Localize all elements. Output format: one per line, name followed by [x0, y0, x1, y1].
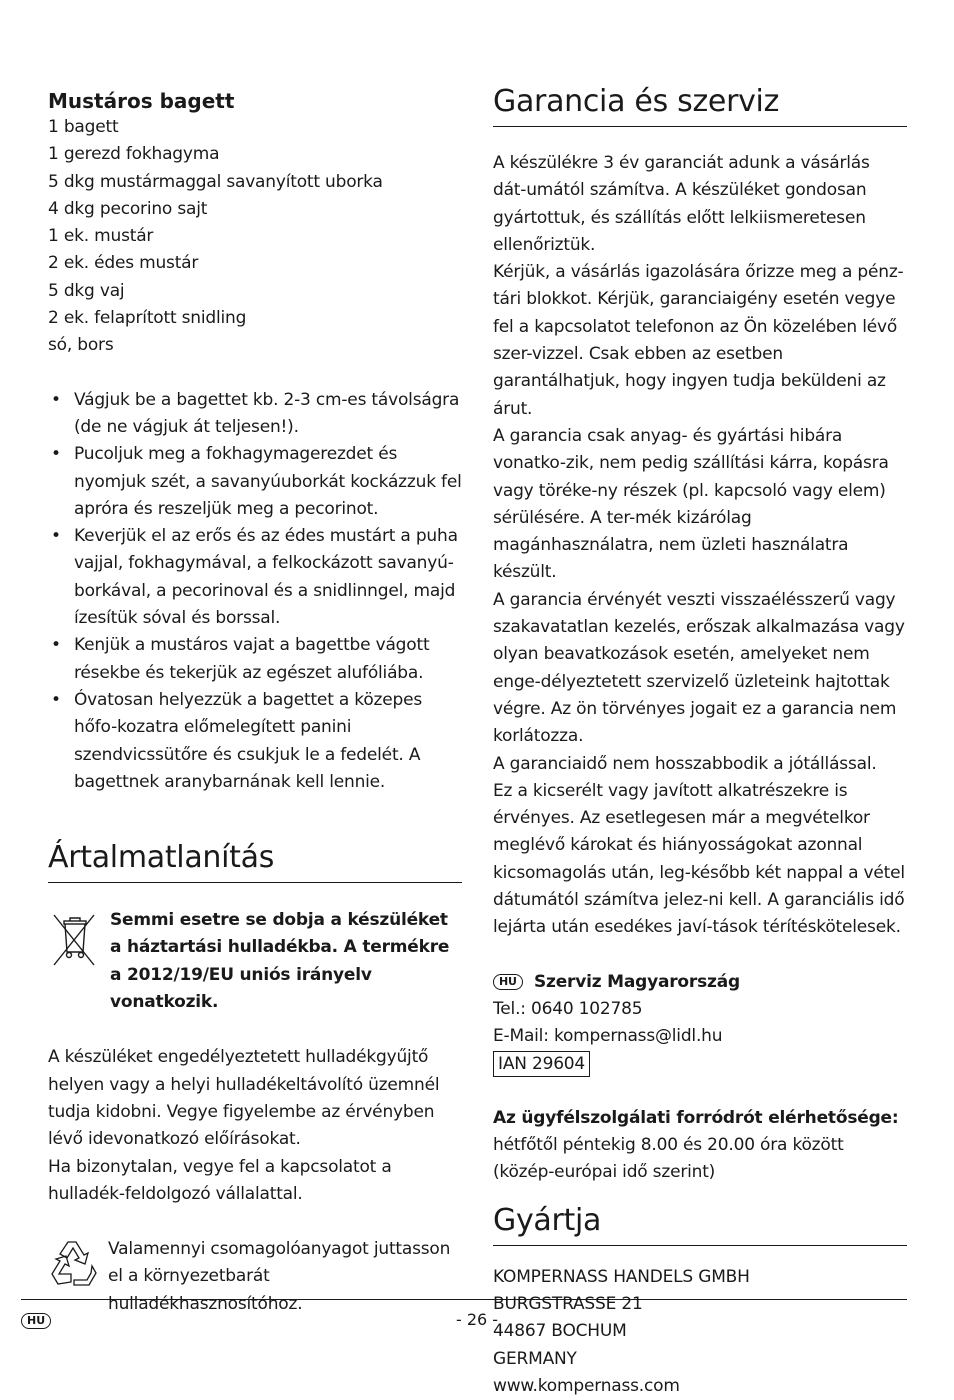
recipe-step: • Kenjük a mustáros vajat a bagettbe vágott résekbe és tekerjük az egészet alufóliába. — [48, 632, 462, 687]
service-title: Szerviz Magyarország — [533, 971, 740, 992]
manufacturer-heading: Gyártja — [493, 1202, 602, 1238]
packaging-text: Valamennyi csomagolóanyagot juttasson el a környezetbarát hulladékhasznosítóhoz. — [108, 1239, 451, 1314]
website-link: www.kompernass.com — [493, 1375, 680, 1396]
recycling-icon — [48, 1236, 102, 1290]
disposal-warning-block — [48, 907, 462, 1016]
recipe-step: • Keverjük el az erős és az édes mustárt a puha vajjal, fokhagymával, a felkockázott savanyú-borkával, a pecorinoval és a snidlinngel, majd ízesítük sóval és borssal. — [48, 523, 462, 632]
ingredient-item: 1 bagett — [48, 117, 119, 137]
country-badge: HU — [493, 974, 523, 990]
recipe-title: Mustáros bagett — [48, 89, 235, 113]
recipe-step: • Óvatosan helyezzük a bagettet a közepes hőfo-kozatra előmelegített panini szendvicssütőre és csukjuk le a fedelét. A bagettnek aranybarnának kell lennie. — [48, 687, 462, 796]
warranty-text — [493, 150, 907, 942]
ingredient-item: 1 ek. mustár — [48, 226, 154, 247]
ingredient-item: só, bors — [48, 335, 114, 356]
address-line: 44867 BOCHUM — [493, 1321, 627, 1342]
ingredient-item: 2 ek. édes mustár — [48, 253, 199, 274]
right-column — [493, 84, 907, 1400]
recipe-step: • Vágjuk be a bagettet kb. 2-3 cm-es távolságra (de ne vágjuk át teljesen!). — [48, 387, 462, 442]
ingredient-item: 1 gerezd fokhagyma — [48, 144, 220, 165]
address-line: KOMPERNASS HANDELS GMBH — [493, 1266, 750, 1287]
address-line: BURGSTRASSE 21 — [493, 1293, 643, 1314]
warranty-heading: Garancia és szerviz — [493, 84, 780, 119]
manufacturer-heading-block — [493, 1203, 907, 1246]
warranty-paragraph: Kérjük, a vásárlás igazolására őrizze meg a pénz-tári blokkot. Kérjük, garanciaigény esetén vegye fel a kapcsolatot telefonon az Ön közelében lévő szer-vizzel. Csak ebben az esetben garantálhatjuk, hogy ingyen tudja beküldeni az árut. — [493, 262, 904, 419]
service-block — [493, 969, 907, 1078]
hotline-timezone: (közép-európai idő szerint) — [493, 1162, 716, 1183]
ingredient-list — [48, 114, 462, 360]
ingredient-item: 5 dkg mustármaggal savanyított uborka — [48, 171, 383, 192]
footer-country-badge: HU — [21, 1313, 51, 1329]
ian-number: IAN 29604 — [493, 1051, 590, 1077]
service-email: E-Mail: kompernass@lidl.hu — [493, 1026, 723, 1047]
warranty-paragraph: A garancia csak anyag- és gyártási hibára vonatko-zik, nem pedig szállítási kárra, kopásra vagy töréke-ny részek (pl. kapcsoló vagy elem) sérülésére. A ter-mék kizárólag magánhasználatra, nem üzleti használatra készült. — [493, 425, 889, 583]
service-phone: Tel.: 0640 102785 — [493, 998, 643, 1019]
recipe-steps — [48, 387, 462, 796]
hotline-title: Az ügyfélszolgálati forródrót elérhetősége: — [493, 1107, 899, 1128]
ingredient-item: 5 dkg vaj — [48, 280, 125, 301]
hotline-hours: hétfőtől péntekig 8.00 és 20.00 óra között — [493, 1135, 844, 1156]
ingredient-item: 2 ek. felaprított snidling — [48, 308, 247, 329]
footer-divider — [21, 1299, 907, 1300]
disposal-heading-block — [48, 840, 462, 883]
service-title-row — [493, 969, 907, 996]
packaging-block — [48, 1236, 462, 1318]
warranty-paragraph: A garanciaidő nem hosszabbodik a jótállással. — [493, 753, 877, 774]
manufacturer-address — [493, 1264, 907, 1400]
ingredient-item: 4 dkg pecorino sajt — [48, 198, 208, 219]
warranty-paragraph: A garancia érvényét veszti visszaélésszerű vagy szakavatatlan kezelés, erőszak alkalmazása vagy olyan beavatkozások esetén, amelyeket nem enge-délyeztetett szervizelő üzleteink hajtottak végre. Az ön törvényes jogait ez a garancia nem korlátozza. — [493, 589, 905, 747]
hotline-block — [493, 1105, 907, 1187]
left-column — [48, 84, 462, 1318]
recipe-step: • Pucoljuk meg a fokhagymagerezdet és nyomjuk szét, a savanyúuborkát kockázzuk fel apróra és reszeljük meg a pecorinot. — [48, 441, 462, 523]
warranty-paragraph: A készülékre 3 év garanciát adunk a vásárlás dát-umától számítva. A készüléket gondosan gyártottuk, és szállítás előtt lelkiismeretesen ellenőriztük. — [493, 153, 870, 255]
disposal-warning-text: Semmi esetre se dobja a készüléket a háztartási hulladékba. A termékre a 2012/19/EU uniós irányelv vonatkozik. — [110, 910, 450, 1013]
page-number: - 26 - — [455, 1310, 499, 1329]
crossed-out-wheelie-bin-icon — [48, 907, 100, 973]
warranty-paragraph: Ez a kicserélt vagy javított alkatrészekre is érvényes. Az esetlegesen már a megvételkor meglévő károkat és hiányosságokat azonnal kicsomagolás után, leg-később két nappal a vétel dátumától számítva jelez-ni kell. A garanciális idő lejárta után esedékes javí-tások térítéskötelesek. — [493, 780, 905, 938]
disposal-heading: Ártalmatlanítás — [48, 840, 275, 876]
address-line: GERMANY — [493, 1348, 577, 1369]
warranty-heading-block — [493, 84, 907, 127]
disposal-paragraph: A készüléket engedélyeztetett hulladékgyűjtő helyen vagy a helyi hulladékeltávolító üzemnél tudja kidobni. Vegye figyelembe az érvényben lévő idevonatkozó előírásokat. — [48, 1047, 440, 1150]
disposal-paragraph: Ha bizonytalan, vegye fel a kapcsolatot a hulladék-feldolgozó vállalattal. — [48, 1156, 392, 1204]
